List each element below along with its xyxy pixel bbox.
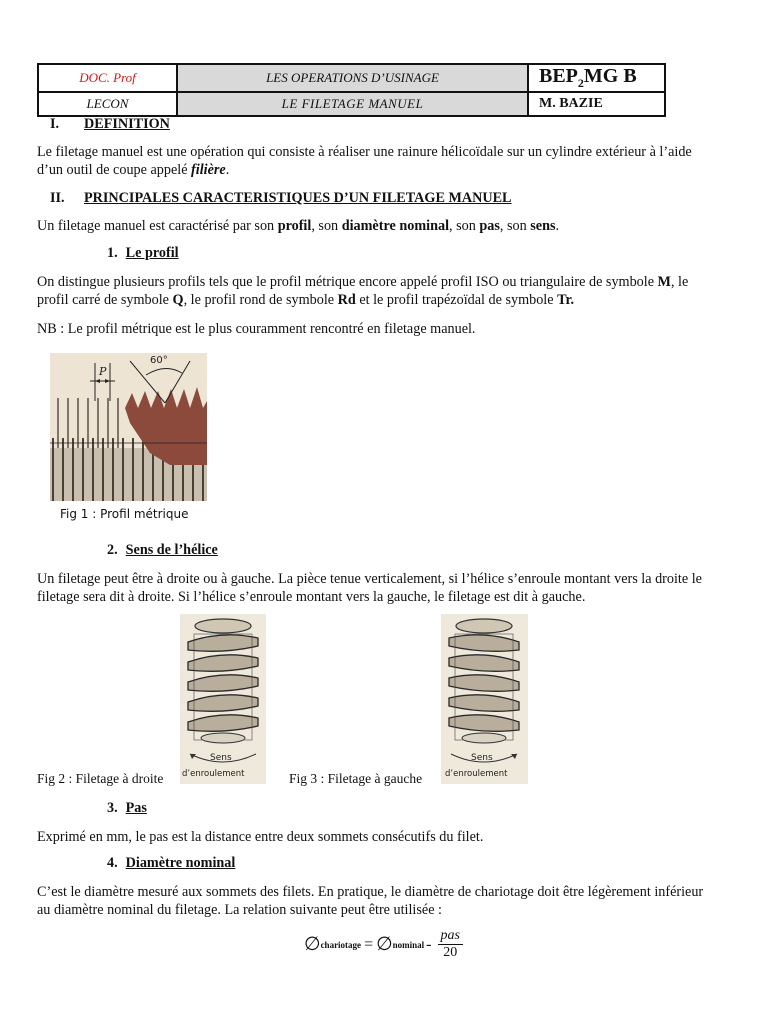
sens-paragraph: Un filetage peut être à droite ou à gauche. La pièce tenue verticalement, si l’hélice s’enroule montant vers la droite le filetage sera dit à droite. Si l’hélice s’enroule montant vers la gauche, le filetage est dit à gauche.: [37, 571, 702, 605]
fig1-angle-label: 60°: [150, 355, 168, 366]
definition-paragraph: Le filetage manuel est une opération qui consiste à réaliser une rainure hélicoïdale sur un cylindre extérieur à l’aide d’un outil de coupe appelé filière.: [37, 144, 692, 178]
fig2-drawing: [180, 614, 266, 784]
doc-prof-label: DOC. Prof: [38, 64, 177, 92]
fig1-pitch-label: P: [99, 365, 107, 378]
profil-heading: 1. Le profil: [107, 245, 179, 261]
fig2-label-sens: Sens: [210, 753, 232, 763]
pas-heading: 3. Pas: [107, 800, 147, 816]
header-table: [37, 63, 666, 117]
lecon-label: LECON: [38, 92, 177, 116]
profil-paragraph: On distingue plusieurs profils tels que le profil métrique encore appelé profil ISO ou triangulaire de symbole M, le profil carré de symbole Q, le profil rond de symbole Rd et le profil trapézoïdal de symbole Tr.: [37, 274, 689, 308]
class-label: $BEP_2MG$ B: [528, 64, 665, 92]
fig3-label-enroulement: d’enroulement: [445, 769, 508, 779]
fig1-profil-metrique: [50, 353, 207, 501]
fig3-caption: Fig 3 : Filetage à gauche: [289, 771, 423, 786]
pas-paragraph: Exprimé en mm, le pas est la distance entre deux sommets consécutifs du filet.: [37, 829, 484, 845]
fig1-caption: Fig 1 : Profil métrique: [60, 507, 189, 521]
diameter-formula: ∅ chariotage = ∅ nominal - $\frac{\text{pas}}{20}$: [304, 928, 463, 961]
lesson-title: LE FILETAGE MANUEL: [177, 92, 528, 116]
fig3-drawing: [441, 614, 528, 784]
formula-fraction: $\frac{\text{pas}}{20}$: [438, 928, 463, 961]
characteristics-paragraph: Un filetage manuel est caractérisé par son profil, son diamètre nominal, son pas, son sens.: [37, 218, 560, 234]
section-2-heading: II. PRINCIPALES CARACTERISTIQUES D’UN FILETAGE MANUEL: [50, 190, 512, 206]
author-name: M. BAZIE: [528, 92, 665, 116]
sens-heading: 2. Sens de l’hélice: [107, 542, 218, 558]
course-title: LES OPERATIONS D’USINAGE: [177, 64, 528, 92]
nb-paragraph: NB : Le profil métrique est le plus couramment rencontré en filetage manuel.: [37, 321, 476, 337]
section-1-heading: I. DEFINITION: [50, 116, 170, 132]
diametre-heading: 4. Diamètre nominal: [107, 855, 236, 871]
diametre-paragraph: C’est le diamètre mesuré aux sommets des filets. En pratique, le diamètre de chariotage doit être légèrement inférieur au diamètre nominal du filetage. La relation suivante peut être utilisée :: [37, 884, 704, 918]
fig2-label-enroulement: d’enroulement: [182, 769, 245, 779]
fig2-filetage-droite: [180, 614, 266, 784]
fig3-filetage-gauche: [441, 614, 528, 784]
fig1-drawing: [50, 353, 207, 501]
fig3-label-sens: Sens: [471, 753, 493, 763]
fig2-caption: Fig 2 : Filetage à droite: [37, 771, 164, 786]
